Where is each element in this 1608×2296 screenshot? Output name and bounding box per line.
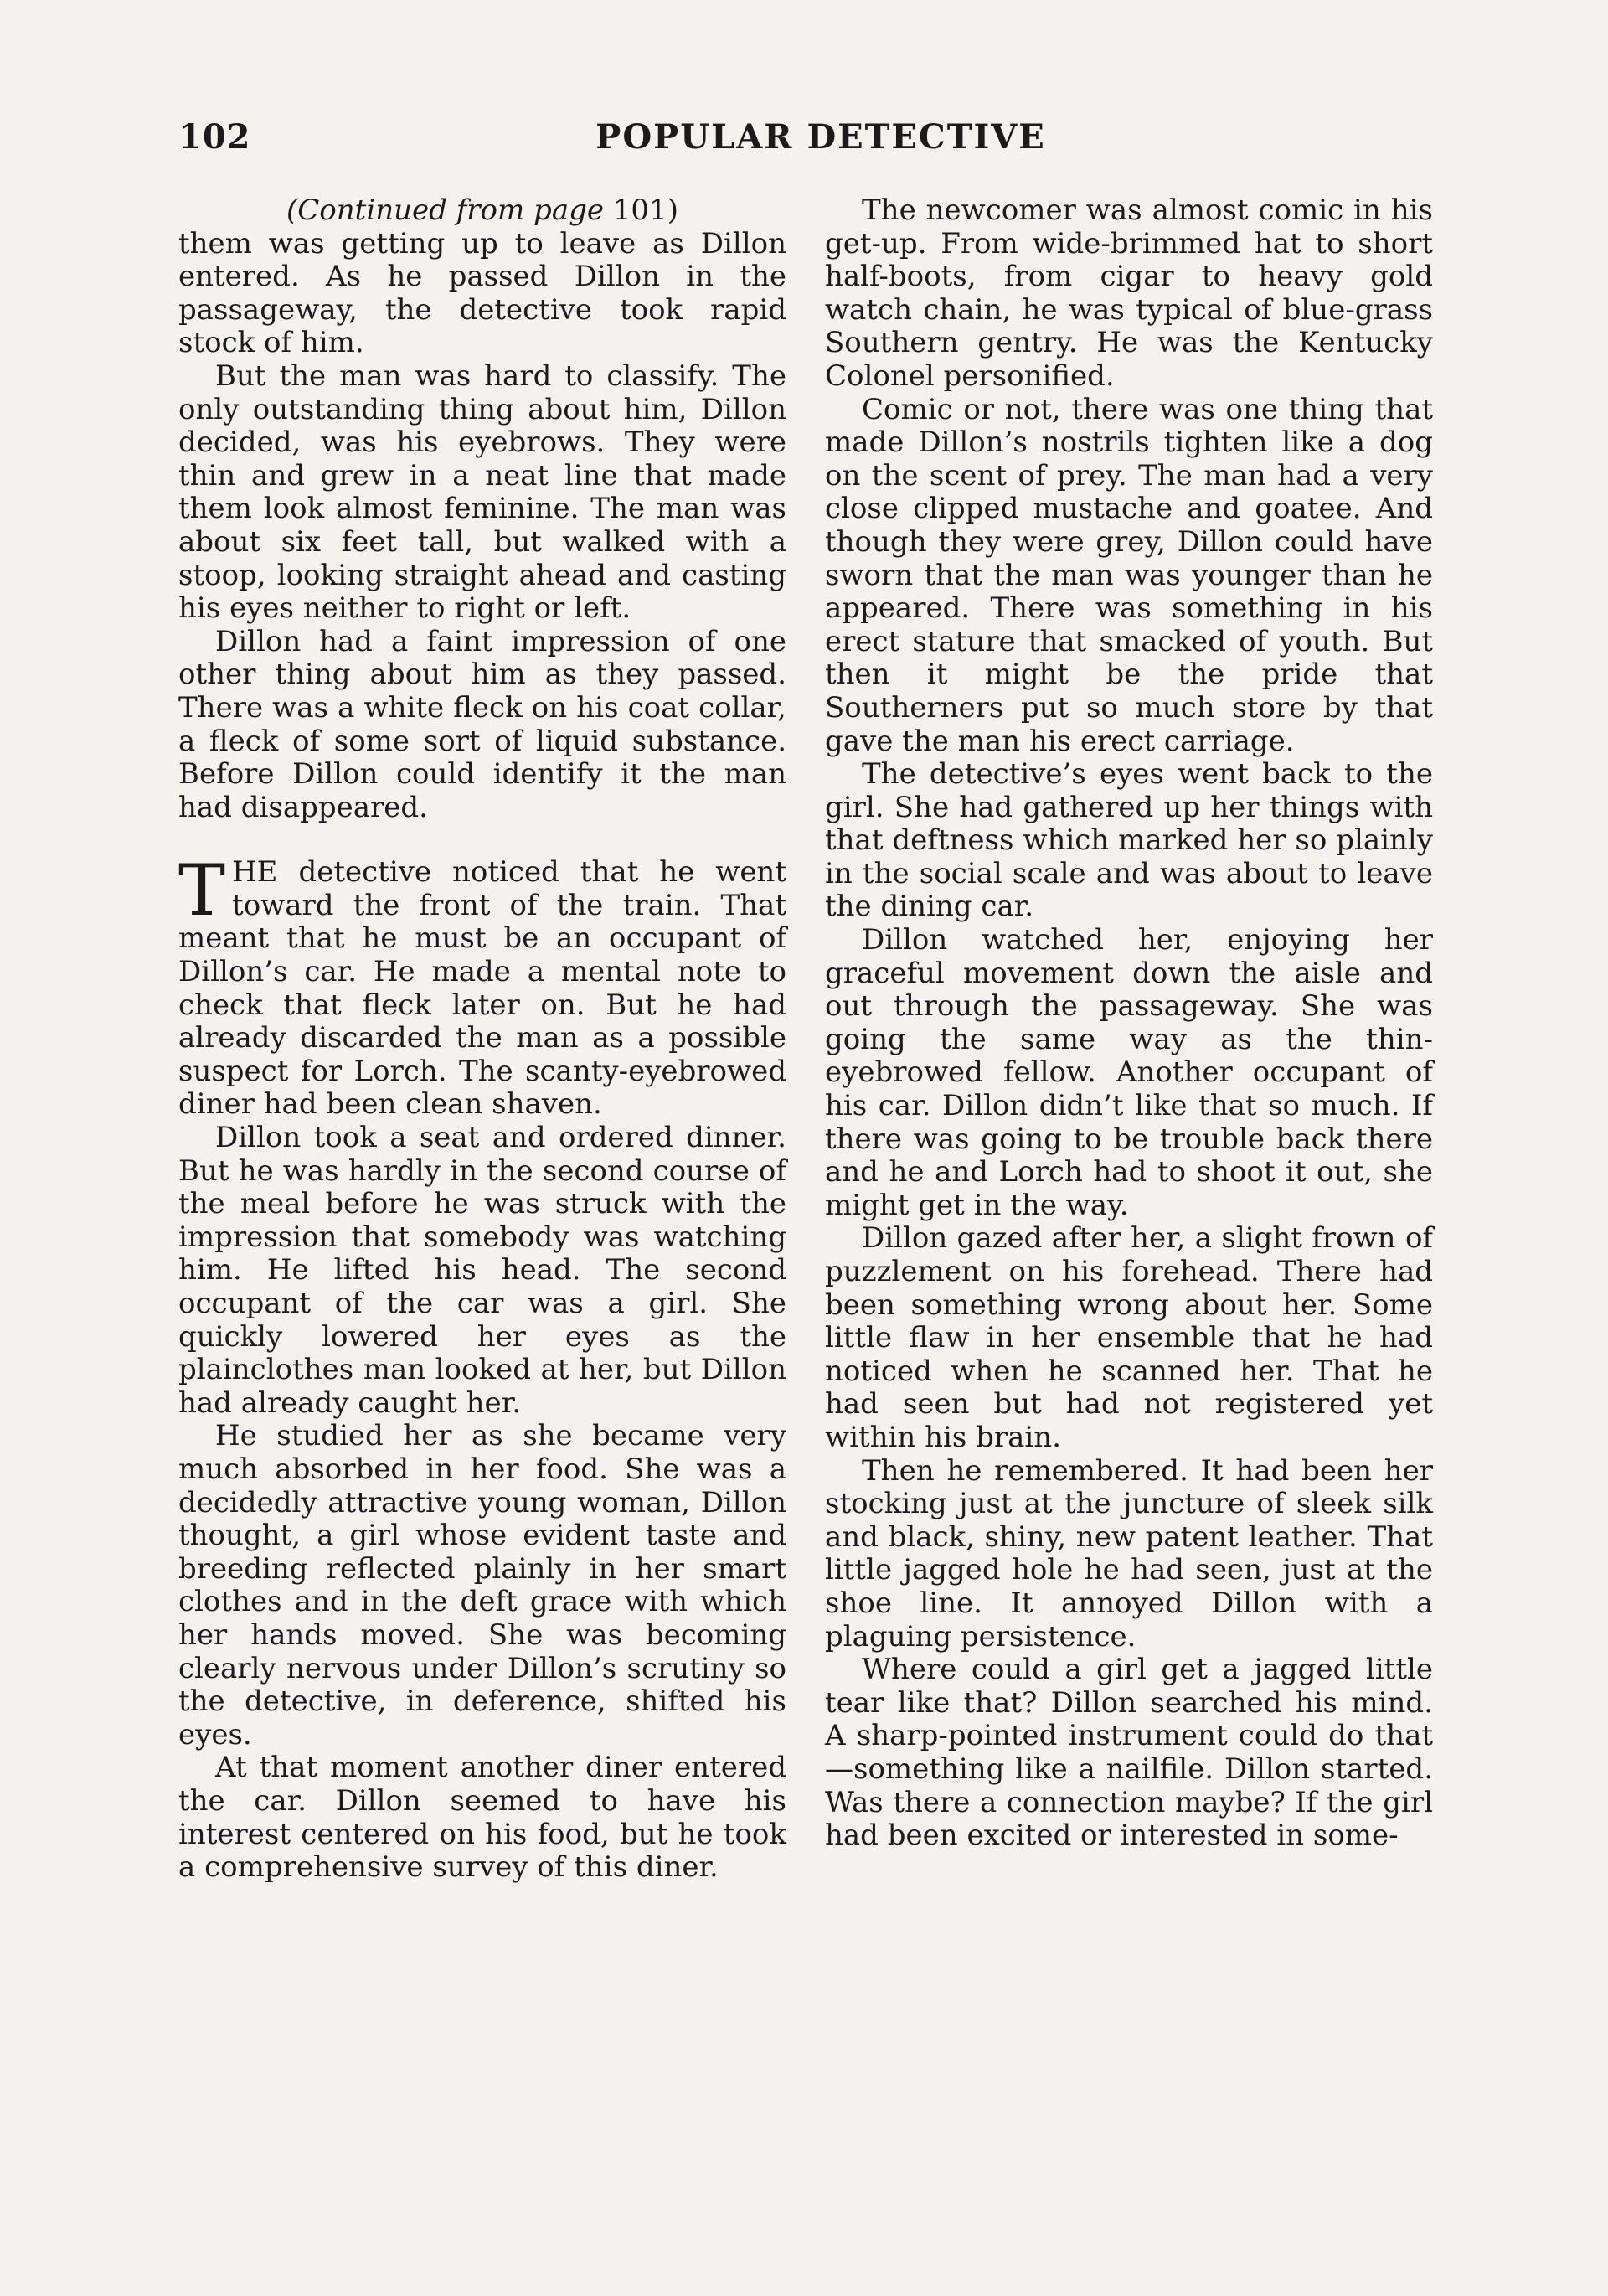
paragraph: Where could a girl get a jagged little tear like that? Dillon searched his mind. A sharp-pointed instrument could do that—something like a nailfile. Dillon started. Was there a connection maybe? If the girl had been excited or interested in some- (825, 1653, 1433, 1853)
paragraph: Dillon gazed after her, a slight frown of puzzlement on his forehead. There had been something wrong about her. Some little flaw in her ensemble that he had noticed when he scanned her. That he had seen but had not registered yet within his brain. (825, 1221, 1433, 1454)
page-number: 102 (178, 117, 251, 157)
running-head: POPULAR DETECTIVE (595, 117, 1046, 157)
continued-label: (Continued from page (286, 193, 604, 227)
paragraph: The newcomer was almost comic in his get-up. From wide-brimmed hat to short half-boots, from cigar to heavy gold watch chain, he was typical of blue-grass Southern gentry. He was the Kentucky Colonel personified. (825, 193, 1433, 393)
paragraph: Dillon had a faint impression of one other thing about him as they passed. There was a white fleck on his coat collar, a fleck of some sort of liquid substance. Before Dillon could identify it the man had disappeared. (178, 624, 786, 824)
left-column (178, 194, 786, 1885)
paragraph: At that moment another diner entered the car. Dillon seemed to have his interest centered on his food, but he took a comprehensive survey of this diner. (178, 1751, 786, 1885)
paragraph: Dillon took a seat and ordered dinner. But he was hardly in the second course of the meal before he was struck with the impression that somebody was watching him. He lifted his head. The second occupant of the car was a girl. She quickly lowered her eyes as the plainclothes man looked at her, but Dillon had already caught her. (178, 1121, 786, 1420)
paragraph: them was getting up to leave as Dillon entered. As he passed Dillon in the passageway, the detective took rapid stock of him. (178, 226, 786, 360)
dropcap-paragraph (178, 849, 786, 1122)
section-break (178, 824, 786, 856)
drop-cap: T (178, 849, 226, 932)
right-column (825, 194, 1433, 1853)
paragraph: He studied her as she became very much absorbed in her food. She was a decidedly attractive young woman, Dillon thought, a girl whose evident taste and breeding reflected plainly in her smart clothes and in the deft grace with which her hands moved. She was becoming clearly nervous under Dillon’s scrutiny so the detective, in deference, shifted his eyes. (178, 1419, 786, 1752)
paragraph: Comic or not, there was one thing that made Dillon’s nostrils tighten like a dog on the scent of prey. The man had a very close clipped mustache and goatee. And though they were grey, Dillon could have sworn that the man was younger than he appeared. There was something in his erect stature that smacked of youth. But then it might be the pride that Southerners put so much store by that gave the man his erect carriage. (825, 392, 1433, 758)
paragraph: The detective’s eyes went back to the girl. She had gathered up her things with that deftness which marked her so plainly in the social scale and was about to leave the dining car. (825, 757, 1433, 924)
continued-page: 101) (612, 193, 678, 227)
continued-note (178, 194, 786, 228)
paragraph: Then he remembered. It had been her stocking just at the juncture of sleek silk and black, shiny, new patent leather. That little jagged hole he had seen, just at the shoe line. It annoyed Dillon with a plaguing persistence. (825, 1453, 1433, 1654)
paragraph: But the man was hard to classify. The only outstanding thing about him, Dillon decided, was his eyebrows. They were thin and grew in a neat line that made them look almost feminine. The man was about six feet tall, but walked with a stoop, looking straight ahead and casting his eyes neither to right or left. (178, 359, 786, 626)
paragraph-text: HE detective noticed that he went toward the front of the train. That meant that he must be an occupant of Dillon’s car. He made a mental note to check that fleck later on. But he had already discarded the man as a possible suspect for Lorch. The scanty-eyebrowed diner had been clean shaven. (178, 855, 786, 1122)
paragraph: Dillon watched her, enjoying her graceful movement down the aisle and out through the passageway. She was going the same way as the thin-eyebrowed fellow. Another occupant of his car. Dillon didn’t like that so much. If there was going to be trouble back there and he and Lorch had to shoot it out, she might get in the way. (825, 923, 1433, 1222)
